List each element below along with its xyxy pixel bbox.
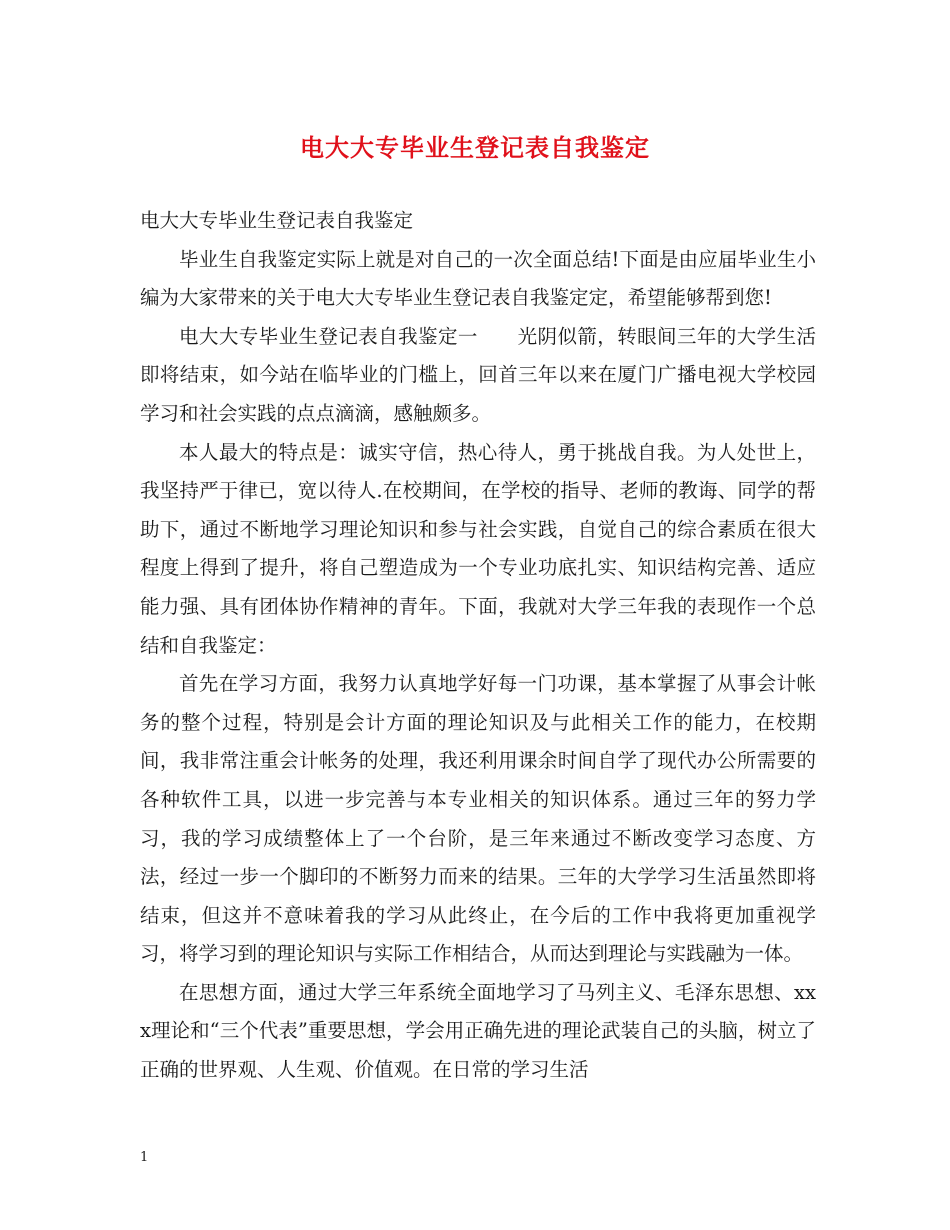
- paragraph-thought: 在思想方面，通过大学三年系统全面地学习了马列主义、毛泽东思想、xxx理论和“三个代表”重要思想，学会用正确先进的理论武装自己的头脑，树立了正确的世界观、人生观、价值观。在日常的学习生活: [140, 980, 816, 1082]
- paragraph-study: 首先在学习方面，我努力认真地学好每一门功课，基本掌握了从事会计帐务的整个过程，特别是会计方面的理论知识及与此相关工作的能力，在校期间，我非常注重会计帐务的处理，我还利用课余时间自学了现代办公所需要的各种软件工具，以进一步完善与本专业相关的知识体系。通过三年的努力学习，我的学习成绩整体上了一个台阶，是三年来通过不断改变学习态度、方法，经过一步一个脚印的不断努力而来的结果。三年的大学学习生活虽然即将结束，但这并不意味着我的学习从此终止，在今后的工作中我将更加重视学习，将学习到的理论知识与实际工作相结合，从而达到理论与实践融为一体。: [140, 672, 816, 966]
- document-title: 电大大专毕业生登记表自我鉴定: [300, 133, 650, 162]
- document-body: [140, 202, 816, 1090]
- page-number: 1: [140, 1150, 149, 1165]
- paragraph-characteristics: 本人最大的特点是：诚实守信，热心待人，勇于挑战自我。为人处世上，我坚持严于律已，宽以待人.在校期间，在学校的指导、老师的教诲、同学的帮助下，通过不断地学习理论知识和参与社会实践，自觉自己的综合素质在很大程度上得到了提升，将自己塑造成为一个专业功底扎实、知识结构完善、适应能力强、具有团体协作精神的青年。下面，我就对大学三年我的表现作一个总结和自我鉴定：: [140, 440, 816, 657]
- paragraph-part-one: 电大大专毕业生登记表自我鉴定一 光阴似箭，转眼间三年的大学生活即将结束，如今站在临毕业的门槛上，回首三年以来在厦门广播电视大学校园学习和社会实践的点点滴滴，感触颇多。: [140, 324, 816, 425]
- paragraph-intro: 毕业生自我鉴定实际上就是对自己的一次全面总结!下面是由应届毕业生小编为大家带来的关于电大大专毕业生登记表自我鉴定定，希望能够帮到您!: [140, 247, 816, 310]
- paragraph-heading: 电大大专毕业生登记表自我鉴定: [140, 209, 414, 232]
